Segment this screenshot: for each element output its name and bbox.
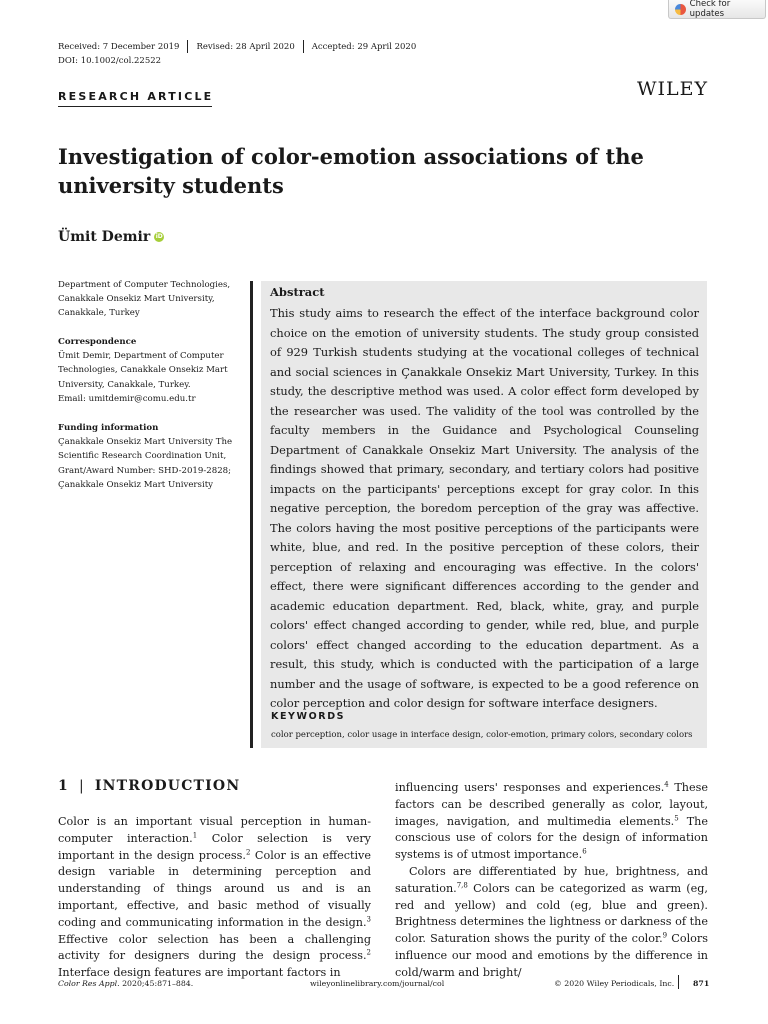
- affiliation: Department of Computer Technologies, Canakkale Onsekiz Mart University, Canakkale, Turkey: [58, 280, 231, 319]
- article-dates: [58, 40, 416, 53]
- journal-name: Color Res Appl.: [58, 979, 120, 988]
- funding-block: [58, 421, 243, 492]
- article-type-underline: [58, 106, 212, 107]
- email[interactable]: Email: umitdemir@comu.edu.tr: [58, 393, 196, 404]
- footer-divider: [678, 975, 679, 989]
- author: [58, 229, 164, 245]
- abstract-text: This study aims to research the effect of the interface background color choice on the emotion of university students. The study group consisted of 929 Turkish students studying at the vocational colleges of technical and social sciences in Çanakkale Onsekiz Mart University, Turkey. In this study, the descriptive method was used. A color effect form developed by the researcher was used. The validity of the tool was controlled by the faculty members in the Guidance and Psychological Counseling Department of Canakkale Onsekiz Mart University. The analysis of the findings showed that primary, secondary, and tertiary colors had positive impacts on the participants' perceptions except for gray color. In this negative perception, the boredom perception of the gray was affective. The colors having the most positive perceptions of the participants were white, blue, and red. In the positive perception of these colors, their perception of relaxing and encouraging was effective. In the colors' effect, there were significant differences according to the gender and academic education department. Red, black, white, gray, and purple colors' effect changed according to gender, while red, blue, and purple colors' effect changed according to the education department. As a result, this study, which is conducted with the participation of a large number and the usage of software, is expected to be a good reference on color perception and color design for software interface designers.: [270, 306, 699, 710]
- divider: [187, 40, 188, 53]
- article-type: RESEARCH ARTICLE: [58, 90, 214, 103]
- check-for-updates-label: Check for updates: [689, 0, 731, 19]
- footer-url[interactable]: wileyonlinelibrary.com/journal/col: [310, 979, 445, 988]
- footer-citation: [58, 979, 193, 988]
- citation-ref[interactable]: 3: [366, 915, 371, 924]
- intro-paragraph: Color is an important visual perception in human-computer interaction.$^1$ Color selection is very important in the design process.$^2$ Color is an effective design variable in determining perception and understanding of things around us and is an important, effective, and basic method of visually coding and communicating information in the design.$^3$ Effective color selection has been a challenging activity for designers during the design process.$^2$ Interface design features are important factors in: [58, 815, 371, 980]
- crossmark-icon: [675, 4, 686, 15]
- footer-copyright: © 2020 Wiley Periodicals, Inc.: [554, 979, 675, 988]
- intro-right-column: [395, 780, 708, 982]
- received-date: Received: 7 December 2019: [58, 41, 180, 52]
- section-title: INTRODUCTION: [94, 778, 241, 794]
- citation-ref[interactable]: 4: [664, 780, 669, 789]
- citation-ref[interactable]: 1: [192, 831, 198, 840]
- keywords-heading: KEYWORDS: [271, 711, 346, 722]
- citation-ref[interactable]: 9: [662, 931, 668, 940]
- author-name[interactable]: Ümit Demir: [58, 229, 151, 245]
- citation-ref[interactable]: 2: [245, 847, 251, 856]
- funding-heading: Funding information: [58, 423, 159, 433]
- divider: [303, 40, 304, 53]
- intro-left-column: [58, 814, 371, 982]
- citation-ref[interactable]: 6: [582, 847, 587, 856]
- citation-ref[interactable]: 7,8: [456, 881, 468, 890]
- check-for-updates-button[interactable]: [668, 0, 766, 19]
- section-heading: [58, 778, 240, 794]
- section-number: 1: [58, 778, 69, 794]
- publisher-logo: WILEY: [637, 78, 709, 100]
- orcid-icon[interactable]: iD: [155, 233, 163, 240]
- doi: DOI: 10.1002/col.22522: [58, 56, 162, 66]
- intro-paragraph: Colors are differentiated by hue, brightness, and saturation.$^{7,8}$ Colors can be categorized as warm (eg, red and yellow) and cold (eg, blue and green). Brightness determines the lightness or darkness of the color. Saturation shows the purity of the color.$^9$ Colors influence our mood and emotions by the difference in cold/warm and bright/: [395, 864, 708, 979]
- intro-paragraph: influencing users' responses and experiences.$^4$ These factors can be described generally as color, layout, images, navigation, and multimedia elements.$^5$ The conscious use of colors for the design of information systems is of utmost importance.$^6$: [395, 780, 708, 862]
- citation: 2020;45:871–884.: [119, 979, 194, 988]
- section-separator: |: [78, 778, 85, 794]
- revised-date: Revised: 28 April 2020: [196, 41, 295, 52]
- citation-ref[interactable]: 2: [366, 948, 371, 957]
- abstract-rule: [250, 281, 253, 748]
- keywords-text: color perception, color usage in interface design, color-emotion, primary colors, secondary colors: [271, 730, 693, 740]
- page-number: 871: [693, 979, 710, 988]
- paper-title: Investigation of color-emotion associations of the university students: [58, 144, 644, 198]
- correspondence-heading: Correspondence: [58, 337, 137, 347]
- correspondence-block: [58, 335, 243, 406]
- funding-text: Çanakkale Onsekiz Mart University The Scientific Research Coordination Unit, Grant/Award Number: SHD-2019-2828; Çanakkale Onsekiz Mart University: [58, 437, 233, 490]
- accepted-date: Accepted: 29 April 2020: [311, 41, 417, 52]
- correspondence-text: Ümit Demir, Department of Computer Technologies, Canakkale Onsekiz Mart University, Canakkale, Turkey.: [58, 351, 228, 390]
- abstract-heading: Abstract: [270, 285, 325, 299]
- citation-ref[interactable]: 5: [674, 813, 679, 822]
